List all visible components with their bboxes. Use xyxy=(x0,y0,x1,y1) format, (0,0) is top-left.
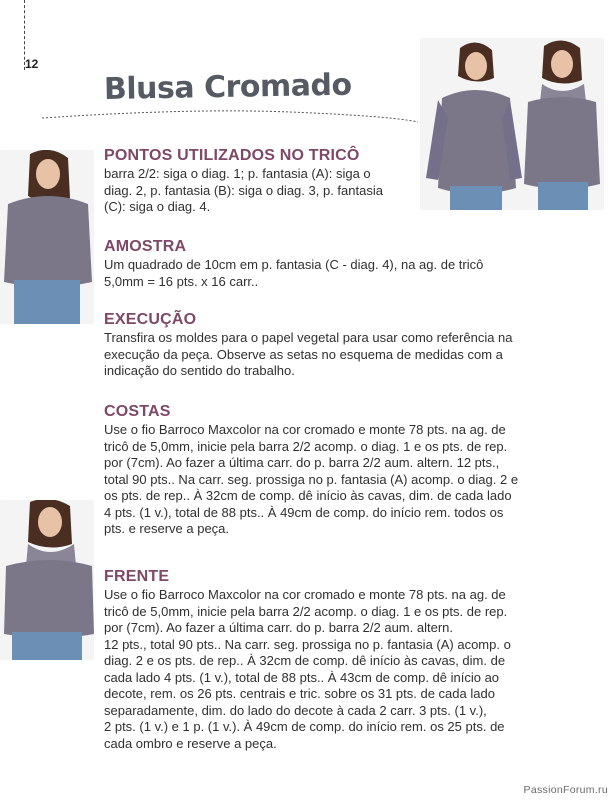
text-line: 12 pts., total 90 pts.. Na carr. seg. prossiga no p. fantasia (A) acomp. o xyxy=(104,636,511,652)
text-line: por (7cm). Ao fazer a última carr. do p. barra 2/2 aum. altern. 12 pts., xyxy=(104,455,500,470)
section-title-pontos: PONTOS UTILIZADOS NO TRICÔ xyxy=(104,147,360,164)
section-title-amostra: AMOSTRA xyxy=(104,238,187,255)
section-title-frente: FRENTE xyxy=(104,568,170,585)
section-body-pontos xyxy=(104,166,383,216)
section-body-costas xyxy=(104,422,518,538)
text-line: os pts. de rep.. À 32cm de comp. dê início às cavas, dim. de cada lado xyxy=(104,488,512,503)
model-photo-cowl xyxy=(0,500,94,660)
text-line: 5,0mm = 16 pts. x 16 carr.. xyxy=(104,273,259,289)
text-line: tricô de 5,0mm, inicie pela barra 2/2 acomp. o diag. 1 e os pts. de rep. xyxy=(104,438,508,454)
text-line: pts. e reserve a peça. xyxy=(104,521,230,536)
model-photo-pair xyxy=(420,38,604,210)
text-line: tricô de 5,0mm, inicie pela barra 2/2 acomp. o diag. 1 e os pts. de rep. xyxy=(104,603,508,619)
section-body-amostra xyxy=(104,257,483,290)
section-body-execucao xyxy=(104,330,513,380)
text-line: decote, rem. os 26 pts. centrais e tric. sobre os 31 pts. de cada lado xyxy=(104,686,495,701)
section-title-execucao: EXECUÇÃO xyxy=(104,311,197,328)
section-body-frente xyxy=(104,587,511,752)
page-number: 12 xyxy=(25,57,39,71)
text-line: barra 2/2: siga o diag. 1; p. fantasia (A): siga o xyxy=(104,166,371,181)
text-line: Um quadrado de 10cm em p. fantasia (C - diag. 4), na ag. de tricô xyxy=(104,257,484,272)
text-line: diag. 2, p. fantasia (B): siga o diag. 3, p. fantasia xyxy=(104,182,383,198)
text-line: 4 pts. (1 v.), total de 88 pts.. À 49cm de comp. do início rem. todos os xyxy=(104,504,504,520)
text-line: execução da peça. Observe as setas no esquema de medidas com a xyxy=(104,346,503,362)
text-line: total 90 pts.. Na carr. seg. prossiga no p. fantasia (A) acomp. o diag. 2 e xyxy=(104,471,519,487)
section-title-costas: COSTAS xyxy=(104,403,171,420)
text-line: cada ombro e reserve a peça. xyxy=(104,735,277,751)
watermark: PassionForum.ru xyxy=(523,784,608,796)
text-line: separadamente, dim. do lado do decote à cada 2 carr. 3 pts. (1 v.), xyxy=(104,702,487,718)
text-line: indicação do sentido do trabalho. xyxy=(104,363,295,378)
text-line: por (7cm). Ao fazer a última carr. do p. barra 2/2 aum. altern. xyxy=(104,620,453,635)
text-line: Use o fio Barroco Maxcolor na cor cromado e monte 78 pts. na ag. de xyxy=(104,587,506,602)
text-line: 2 pts. (1 v.) e 1 p. (1 v.). À 49cm de comp. do início rem. os 25 pts. de xyxy=(104,719,505,734)
model-photo-front xyxy=(0,150,94,324)
text-line: diag. 2 e os pts. de rep.. À 32cm de comp. dê início às cavas, dim. de xyxy=(104,653,506,668)
page-title: Blusa Cromado xyxy=(103,67,352,107)
text-line: Use o fio Barroco Maxcolor na cor cromado e monte 78 pts. na ag. de xyxy=(104,422,506,437)
text-line: cada lado 4 pts. (1 v.), total de 88 pts.. À 43cm de comp. dê início ao xyxy=(104,669,500,685)
text-line: (C): siga o diag. 4. xyxy=(104,199,211,214)
title-underline xyxy=(40,100,420,130)
text-line: Transfira os moldes para o papel vegetal para usar como referência na xyxy=(104,330,513,345)
